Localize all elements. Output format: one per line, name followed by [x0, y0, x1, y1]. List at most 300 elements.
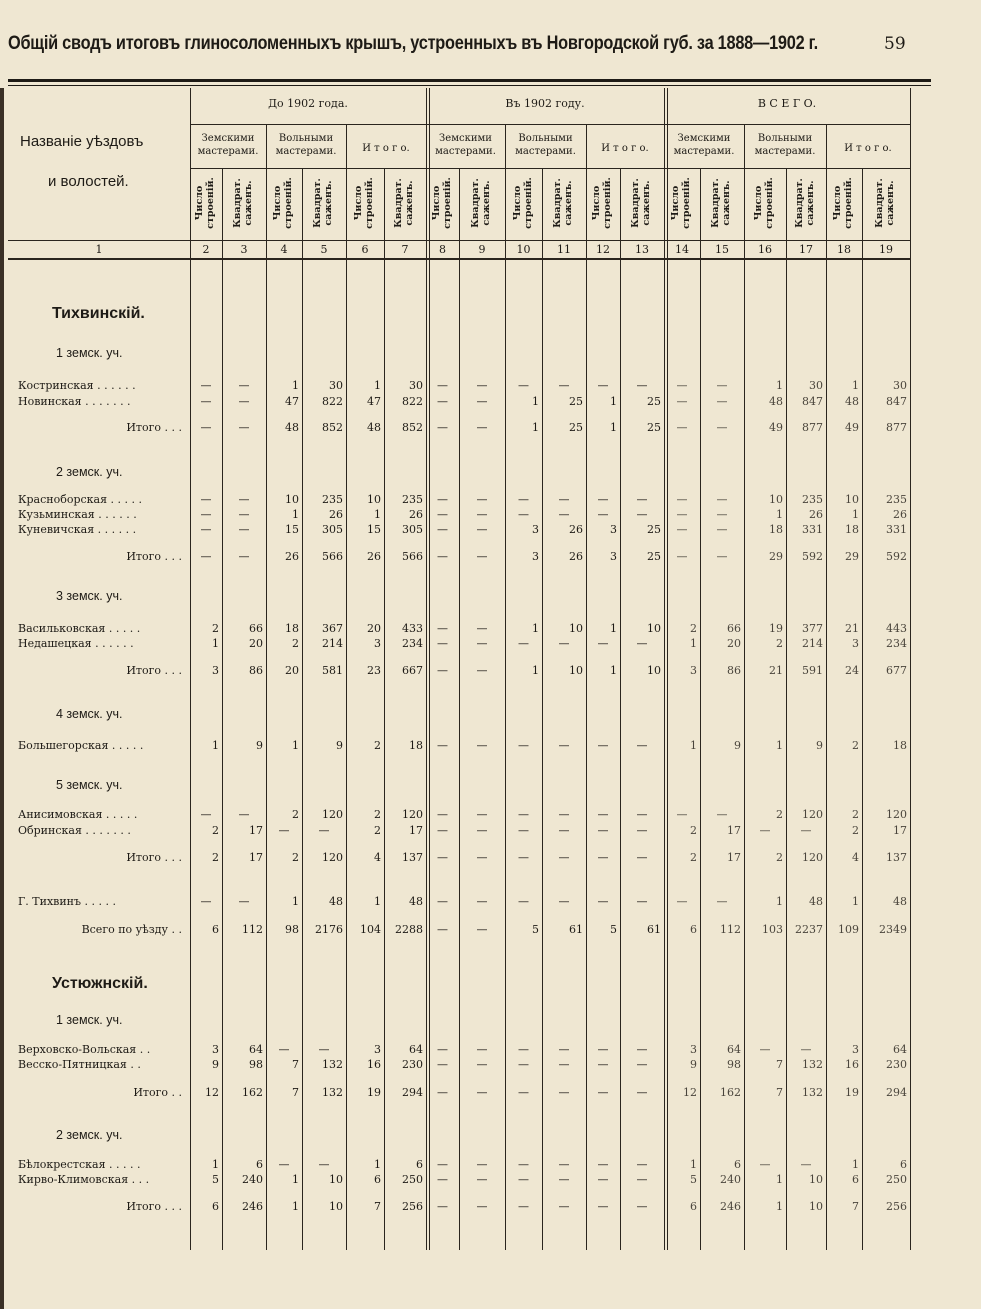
table-cell: 2: [690, 824, 697, 837]
table-cell: —: [636, 508, 648, 521]
table-cell: 20: [249, 637, 263, 650]
column-label: строеній.: [283, 177, 294, 229]
column-label: Число: [194, 185, 205, 221]
district-name: Обринская . . . . . . .: [18, 824, 131, 837]
table-cell: —: [437, 637, 448, 650]
table-cell: 2: [292, 637, 299, 650]
table-cell: —: [597, 637, 609, 650]
table-cell: —: [597, 895, 609, 908]
table-cell: 2: [212, 622, 219, 635]
table-cell: 2: [292, 851, 299, 864]
section-label: 2 земск. уч.: [56, 465, 123, 479]
table-cell: —: [476, 637, 488, 650]
column-number: 4: [280, 243, 288, 256]
table-cell: —: [278, 1043, 290, 1056]
table-cell: —: [476, 739, 488, 752]
table-cell: —: [597, 1058, 609, 1071]
table-cell: —: [437, 824, 448, 837]
table-cell: —: [636, 895, 648, 908]
table-cell: 2: [776, 851, 783, 864]
table-cell: 331: [886, 523, 907, 536]
column-rule: [266, 124, 267, 1250]
table-cell: —: [636, 1158, 648, 1171]
column-number: 17: [799, 243, 813, 256]
table-cell: —: [476, 622, 488, 635]
column-rule: [910, 88, 911, 1250]
table-cell: 112: [242, 923, 263, 936]
table-cell: —: [558, 824, 570, 837]
table-cell: 2: [852, 739, 859, 752]
table-cell: —: [716, 895, 728, 908]
table-cell: 86: [727, 664, 741, 677]
table-cell: 2: [374, 824, 381, 837]
table-cell: —: [476, 493, 488, 506]
district-name: Верховско-Вольская . .: [18, 1043, 151, 1056]
table-cell: 48: [409, 895, 423, 908]
column-rule: [586, 124, 587, 1250]
table-cell: —: [476, 664, 488, 677]
table-cell: 18: [845, 523, 859, 536]
table-cell: 443: [886, 622, 907, 635]
column-label: строеній.: [441, 177, 453, 229]
subgroup-heading: Земскими: [439, 133, 492, 144]
table-cell: —: [518, 637, 529, 650]
table-cell: —: [676, 508, 688, 521]
table-cell: —: [238, 550, 250, 563]
table-cell: —: [558, 493, 570, 506]
table-cell: —: [200, 523, 212, 536]
column-number: 6: [361, 243, 369, 256]
table-cell: 19: [367, 1086, 381, 1099]
table-cell: 17: [893, 824, 907, 837]
column-label: саженъ.: [805, 180, 816, 226]
table-cell: —: [200, 808, 212, 821]
table-cell: —: [759, 1043, 771, 1056]
table-cell: 235: [322, 493, 343, 506]
table-cell: —: [476, 550, 488, 563]
table-cell: 18: [893, 739, 907, 752]
table-cell: —: [597, 1200, 609, 1213]
table-cell: 29: [845, 550, 859, 563]
subgroup-heading: мастерами.: [754, 146, 816, 157]
column-number: 1: [95, 243, 103, 256]
table-cell: 1: [292, 1173, 299, 1186]
table-cell: 17: [249, 824, 263, 837]
table-cell: 120: [402, 808, 423, 821]
table-cell: —: [238, 395, 250, 408]
table-cell: —: [476, 1158, 488, 1171]
table-cell: —: [636, 493, 648, 506]
table-cell: 667: [402, 664, 423, 677]
column-rule: [346, 124, 347, 1250]
section-label: 2 земск. уч.: [56, 1128, 123, 1142]
table-cell: 7: [852, 1200, 859, 1213]
table-cell: 4: [374, 851, 381, 864]
table-cell: 29: [769, 550, 783, 563]
table-cell: 294: [886, 1086, 907, 1099]
table-cell: 61: [647, 923, 661, 936]
table-cell: 17: [409, 824, 423, 837]
table-cell: 10: [845, 493, 859, 506]
table-cell: —: [558, 808, 570, 821]
table-cell: 162: [242, 1086, 263, 1099]
table-cell: 1: [690, 739, 697, 752]
table-cell: 98: [285, 923, 299, 936]
subgroup-heading: мастерами.: [435, 146, 496, 157]
table-cell: 256: [886, 1200, 907, 1213]
table-cell: —: [558, 1058, 570, 1071]
table-cell: 250: [886, 1173, 907, 1186]
section-label: 1 земск. уч.: [56, 1013, 123, 1027]
table-cell: 2237: [795, 923, 823, 936]
table-cell: —: [636, 1086, 648, 1099]
table-cell: 10: [569, 664, 583, 677]
table-cell: —: [437, 739, 448, 752]
table-cell: 433: [402, 622, 423, 635]
table-cell: —: [476, 851, 488, 864]
table-cell: 18: [285, 622, 299, 635]
table-cell: —: [716, 395, 728, 408]
table-cell: 1: [292, 379, 299, 392]
table-cell: 23: [367, 664, 381, 677]
column-label: Квадрат.: [393, 178, 404, 228]
district-name: Новинская . . . . . . .: [18, 395, 131, 408]
district-name: Костринская . . . . . .: [18, 379, 136, 392]
table-cell: —: [676, 379, 688, 392]
column-number: 2: [202, 243, 210, 256]
column-label: строеній.: [364, 177, 375, 229]
subgroup-heading: Земскими: [201, 133, 255, 144]
table-cell: 48: [367, 421, 381, 434]
table-cell: 3: [852, 1043, 859, 1056]
table-cell: 1: [532, 421, 539, 434]
table-cell: —: [558, 1043, 570, 1056]
table-cell: —: [597, 1158, 609, 1171]
table-cell: 7: [374, 1200, 381, 1213]
table-cell: 7: [292, 1058, 299, 1071]
table-cell: —: [318, 824, 330, 837]
table-cell: 19: [769, 622, 783, 635]
table-cell: 9: [256, 739, 263, 752]
table-cell: 847: [886, 395, 907, 408]
table-cell: 104: [360, 923, 381, 936]
table-cell: 3: [212, 1043, 219, 1056]
table-cell: 822: [322, 395, 343, 408]
table-cell: 48: [285, 421, 299, 434]
table-cell: 98: [249, 1058, 263, 1071]
column-number: 3: [240, 243, 248, 256]
table-cell: —: [437, 421, 448, 434]
table-cell: 20: [285, 664, 299, 677]
header-name-label: и волостей.: [48, 173, 129, 190]
table-cell: 234: [886, 637, 907, 650]
title-rule: [8, 79, 931, 82]
table-cell: —: [597, 1043, 609, 1056]
table-cell: 1: [776, 1173, 783, 1186]
table-cell: 331: [802, 523, 823, 536]
district-name: Весско-Пятницкая . .: [18, 1058, 141, 1071]
table-cell: 1: [610, 664, 617, 677]
table-cell: —: [676, 421, 688, 434]
table-cell: 677: [886, 664, 907, 677]
table-cell: 2: [776, 637, 783, 650]
table-cell: —: [437, 395, 448, 408]
table-cell: 214: [802, 637, 823, 650]
table-cell: 240: [720, 1173, 741, 1186]
table-cell: 137: [402, 851, 423, 864]
table-cell: 1: [776, 1200, 783, 1213]
table-cell: 581: [322, 664, 343, 677]
table-cell: —: [476, 379, 488, 392]
table-cell: 18: [769, 523, 783, 536]
table-cell: 1: [374, 1158, 381, 1171]
table-cell: —: [716, 508, 728, 521]
table-cell: 3: [610, 523, 617, 536]
table-cell: 7: [776, 1086, 783, 1099]
subgroup-heading: Вольными: [757, 133, 813, 144]
page-number: 59: [884, 34, 906, 54]
table-cell: 1: [212, 637, 219, 650]
table-cell: —: [558, 1173, 570, 1186]
title-rule-thin: [8, 85, 931, 86]
table-cell: 26: [809, 508, 823, 521]
column-label: Квадрат.: [470, 178, 481, 228]
district-name: Бѣлокрестская . . . . .: [18, 1158, 141, 1171]
table-cell: 120: [886, 808, 907, 821]
table-cell: 1: [532, 622, 539, 635]
subgroup-heading: Вольными: [278, 133, 334, 144]
column-label: Число: [272, 185, 283, 221]
table-cell: —: [318, 1158, 330, 1171]
table-cell: —: [238, 895, 250, 908]
table-cell: 294: [402, 1086, 423, 1099]
uezd-name: Устюжнскій.: [52, 975, 148, 992]
table-cell: —: [558, 508, 570, 521]
table-cell: —: [518, 739, 529, 752]
subgroup-heading: мастерами.: [515, 146, 576, 157]
table-cell: 3: [374, 637, 381, 650]
table-cell: —: [558, 1200, 570, 1213]
column-label: Квадрат.: [552, 178, 563, 228]
district-name: Кузьминская . . . . . .: [18, 508, 137, 521]
table-cell: —: [636, 1058, 648, 1071]
group-rule: [190, 124, 910, 125]
table-cell: 20: [727, 637, 741, 650]
table-cell: 18: [409, 739, 423, 752]
table-cell: 305: [322, 523, 343, 536]
table-cell: 566: [402, 550, 423, 563]
table-cell: 3: [532, 550, 539, 563]
table-cell: 2: [212, 851, 219, 864]
table-cell: —: [437, 523, 448, 536]
table-cell: —: [200, 550, 212, 563]
table-cell: —: [597, 808, 609, 821]
column-label: саженъ.: [404, 180, 415, 226]
table-cell: 9: [336, 739, 343, 752]
column-label: Число: [670, 185, 681, 221]
table-cell: —: [597, 508, 609, 521]
table-cell: 16: [845, 1058, 859, 1071]
table-cell: 2: [690, 851, 697, 864]
table-cell: —: [476, 508, 488, 521]
table-cell: —: [558, 637, 570, 650]
table-cell: 5: [690, 1173, 697, 1186]
table-cell: —: [518, 1158, 529, 1171]
table-cell: 1: [776, 739, 783, 752]
table-cell: 47: [367, 395, 381, 408]
subgroup-heading: И т о г о.: [601, 143, 649, 154]
table-cell: 30: [329, 379, 343, 392]
column-rule: [744, 124, 745, 1250]
subgroup-rule: [190, 168, 910, 169]
table-cell: —: [238, 523, 250, 536]
column-number: 10: [516, 243, 531, 256]
table-cell: 5: [610, 923, 617, 936]
total-label: Всего по уѣзду . .: [81, 923, 182, 936]
column-label: саженъ.: [243, 180, 254, 226]
table-cell: —: [518, 493, 529, 506]
table-cell: 10: [329, 1200, 343, 1213]
table-cell: 1: [776, 508, 783, 521]
table-cell: —: [558, 1086, 570, 1099]
table-cell: 3: [852, 637, 859, 650]
table-cell: —: [518, 824, 529, 837]
table-cell: 2176: [315, 923, 343, 936]
table-cell: —: [676, 550, 688, 563]
column-label: Квадрат.: [710, 178, 721, 228]
table-cell: 1: [776, 895, 783, 908]
table-cell: —: [437, 1173, 448, 1186]
table-cell: —: [518, 1086, 529, 1099]
table-cell: 7: [776, 1058, 783, 1071]
table-cell: —: [437, 622, 448, 635]
table-cell: 2: [852, 824, 859, 837]
group-heading: В С Е Г О.: [757, 97, 817, 110]
table-cell: 2: [776, 808, 783, 821]
table-cell: —: [558, 851, 570, 864]
table-cell: —: [518, 379, 529, 392]
district-name: Красноборская . . . . .: [18, 493, 143, 506]
table-cell: 1: [212, 1158, 219, 1171]
table-cell: 48: [893, 895, 907, 908]
column-label: строеній.: [602, 177, 613, 229]
table-cell: 17: [249, 851, 263, 864]
uezd-name: Тихвинскій.: [52, 305, 145, 322]
subgroup-heading: мастерами.: [673, 146, 735, 157]
table-cell: 64: [409, 1043, 423, 1056]
table-cell: —: [636, 1200, 648, 1213]
table-cell: 1: [690, 637, 697, 650]
table-cell: —: [759, 824, 771, 837]
table-cell: 25: [647, 395, 661, 408]
table-cell: —: [437, 808, 448, 821]
table-cell: 1: [610, 421, 617, 434]
column-label: Число: [353, 185, 364, 221]
table-cell: —: [800, 1043, 812, 1056]
table-cell: —: [518, 1173, 529, 1186]
table-cell: —: [200, 395, 212, 408]
column-number: 5: [320, 243, 328, 256]
subgroup-heading: мастерами.: [197, 146, 259, 157]
table-cell: 15: [285, 523, 299, 536]
table-cell: 240: [242, 1173, 263, 1186]
table-cell: 6: [416, 1158, 423, 1171]
table-cell: 64: [249, 1043, 263, 1056]
table-cell: —: [238, 379, 250, 392]
table-cell: —: [200, 895, 212, 908]
table-cell: —: [437, 1058, 448, 1071]
table-cell: 64: [727, 1043, 741, 1056]
table-cell: —: [759, 1158, 771, 1171]
table-cell: 1: [852, 895, 859, 908]
table-cell: 120: [322, 851, 343, 864]
table-cell: 5: [212, 1173, 219, 1186]
table-cell: 1: [852, 1158, 859, 1171]
table-cell: —: [636, 1173, 648, 1186]
table-cell: —: [238, 508, 250, 521]
table-cell: —: [476, 1058, 488, 1071]
table-cell: —: [597, 824, 609, 837]
table-cell: —: [437, 1158, 448, 1171]
table-cell: 246: [242, 1200, 263, 1213]
table-cell: 25: [569, 421, 583, 434]
table-cell: 852: [322, 421, 343, 434]
table-cell: 7: [292, 1086, 299, 1099]
table-cell: 5: [532, 923, 539, 936]
header-name-label: Названіе уѣздовъ: [20, 133, 144, 150]
table-cell: 3: [532, 523, 539, 536]
table-cell: 26: [367, 550, 381, 563]
table-cell: 120: [322, 808, 343, 821]
column-label: Число: [511, 185, 523, 221]
table-cell: —: [597, 739, 609, 752]
table-cell: 25: [569, 395, 583, 408]
column-label: Число: [430, 185, 442, 221]
table-cell: —: [476, 808, 488, 821]
table-cell: —: [476, 824, 488, 837]
table-cell: 120: [802, 808, 823, 821]
column-number: 12: [596, 243, 610, 256]
table-cell: 1: [374, 895, 381, 908]
table-cell: 120: [802, 851, 823, 864]
table-cell: 1: [610, 622, 617, 635]
table-cell: —: [238, 493, 250, 506]
column-number: 13: [635, 243, 649, 256]
table-cell: 48: [845, 395, 859, 408]
table-cell: 2: [690, 622, 697, 635]
table-cell: 19: [845, 1086, 859, 1099]
column-label: строеній.: [205, 177, 216, 229]
table-cell: 26: [893, 508, 907, 521]
column-rule: [505, 124, 506, 1250]
column-label: Квадрат.: [232, 178, 243, 228]
table-cell: 86: [249, 664, 263, 677]
column-label: строеній.: [522, 177, 534, 229]
table-cell: 235: [402, 493, 423, 506]
table-cell: 132: [802, 1086, 823, 1099]
subgroup-heading: Земскими: [677, 133, 731, 144]
table-cell: —: [238, 808, 250, 821]
table-cell: 256: [402, 1200, 423, 1213]
table-cell: 214: [322, 637, 343, 650]
table-cell: —: [716, 550, 728, 563]
table-cell: —: [716, 421, 728, 434]
table-cell: —: [518, 895, 529, 908]
table-cell: —: [437, 493, 448, 506]
table-cell: —: [597, 1173, 609, 1186]
district-name: Анисимовская . . . . .: [18, 808, 138, 821]
table-cell: 877: [886, 421, 907, 434]
